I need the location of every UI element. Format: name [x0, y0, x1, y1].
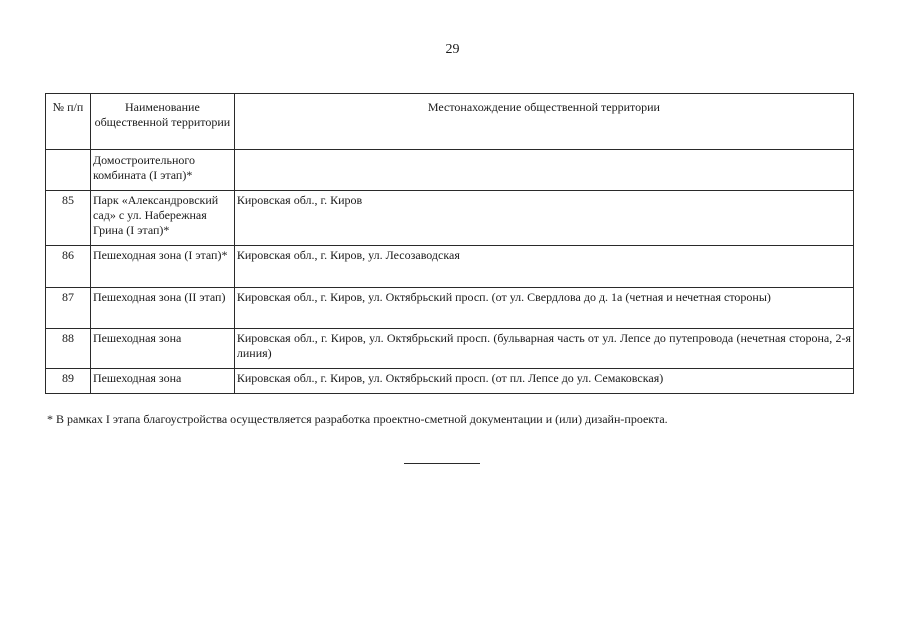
table-row [46, 246, 854, 288]
row-name: Пешеходная зона (I этап)* [90, 246, 234, 288]
row-num: 85 [46, 191, 91, 246]
footnote: * В рамках I этапа благоустройства осуществляется разработка проектно-сметной документации и (или) дизайн-проекта. [47, 412, 668, 426]
page-number: 29 [445, 42, 460, 57]
header-num: № п/п [46, 94, 91, 150]
table-row [46, 369, 854, 394]
row-name: Пешеходная зона [90, 369, 234, 394]
table-row [46, 288, 854, 329]
territories-table [45, 93, 854, 394]
header-location: Местонахождение общественной территории [234, 94, 853, 150]
row-location: Кировская обл., г. Киров, ул. Октябрьский просп. (бульварная часть от ул. Лепсе до путепровода (нечетная сторона, 2-я линия) [234, 329, 853, 369]
row-num: 86 [46, 246, 91, 288]
header-name: Наименование общественной территории [90, 94, 234, 150]
row-num: 88 [46, 329, 91, 369]
row-name: Парк «Александровский сад» с ул. Набережная Грина (I этап)* [90, 191, 234, 246]
row-location [234, 150, 853, 191]
row-num [46, 150, 91, 191]
row-num: 87 [46, 288, 91, 329]
row-num: 89 [46, 369, 91, 394]
row-name: Пешеходная зона [90, 329, 234, 369]
table-row [46, 191, 854, 246]
row-location: Кировская обл., г. Киров, ул. Лесозаводская [234, 246, 853, 288]
row-name: Домостроительного комбината (I этап)* [90, 150, 234, 191]
table-row [46, 329, 854, 369]
table-row [46, 150, 854, 191]
row-name: Пешеходная зона (II этап) [90, 288, 234, 329]
table-header-row [46, 94, 854, 150]
row-location: Кировская обл., г. Киров, ул. Октябрьский просп. (от ул. Свердлова до д. 1а (четная и нечетная стороны) [234, 288, 853, 329]
row-location: Кировская обл., г. Киров [234, 191, 853, 246]
end-divider [404, 463, 480, 464]
row-location: Кировская обл., г. Киров, ул. Октябрьский просп. (от пл. Лепсе до ул. Семаковская) [234, 369, 853, 394]
